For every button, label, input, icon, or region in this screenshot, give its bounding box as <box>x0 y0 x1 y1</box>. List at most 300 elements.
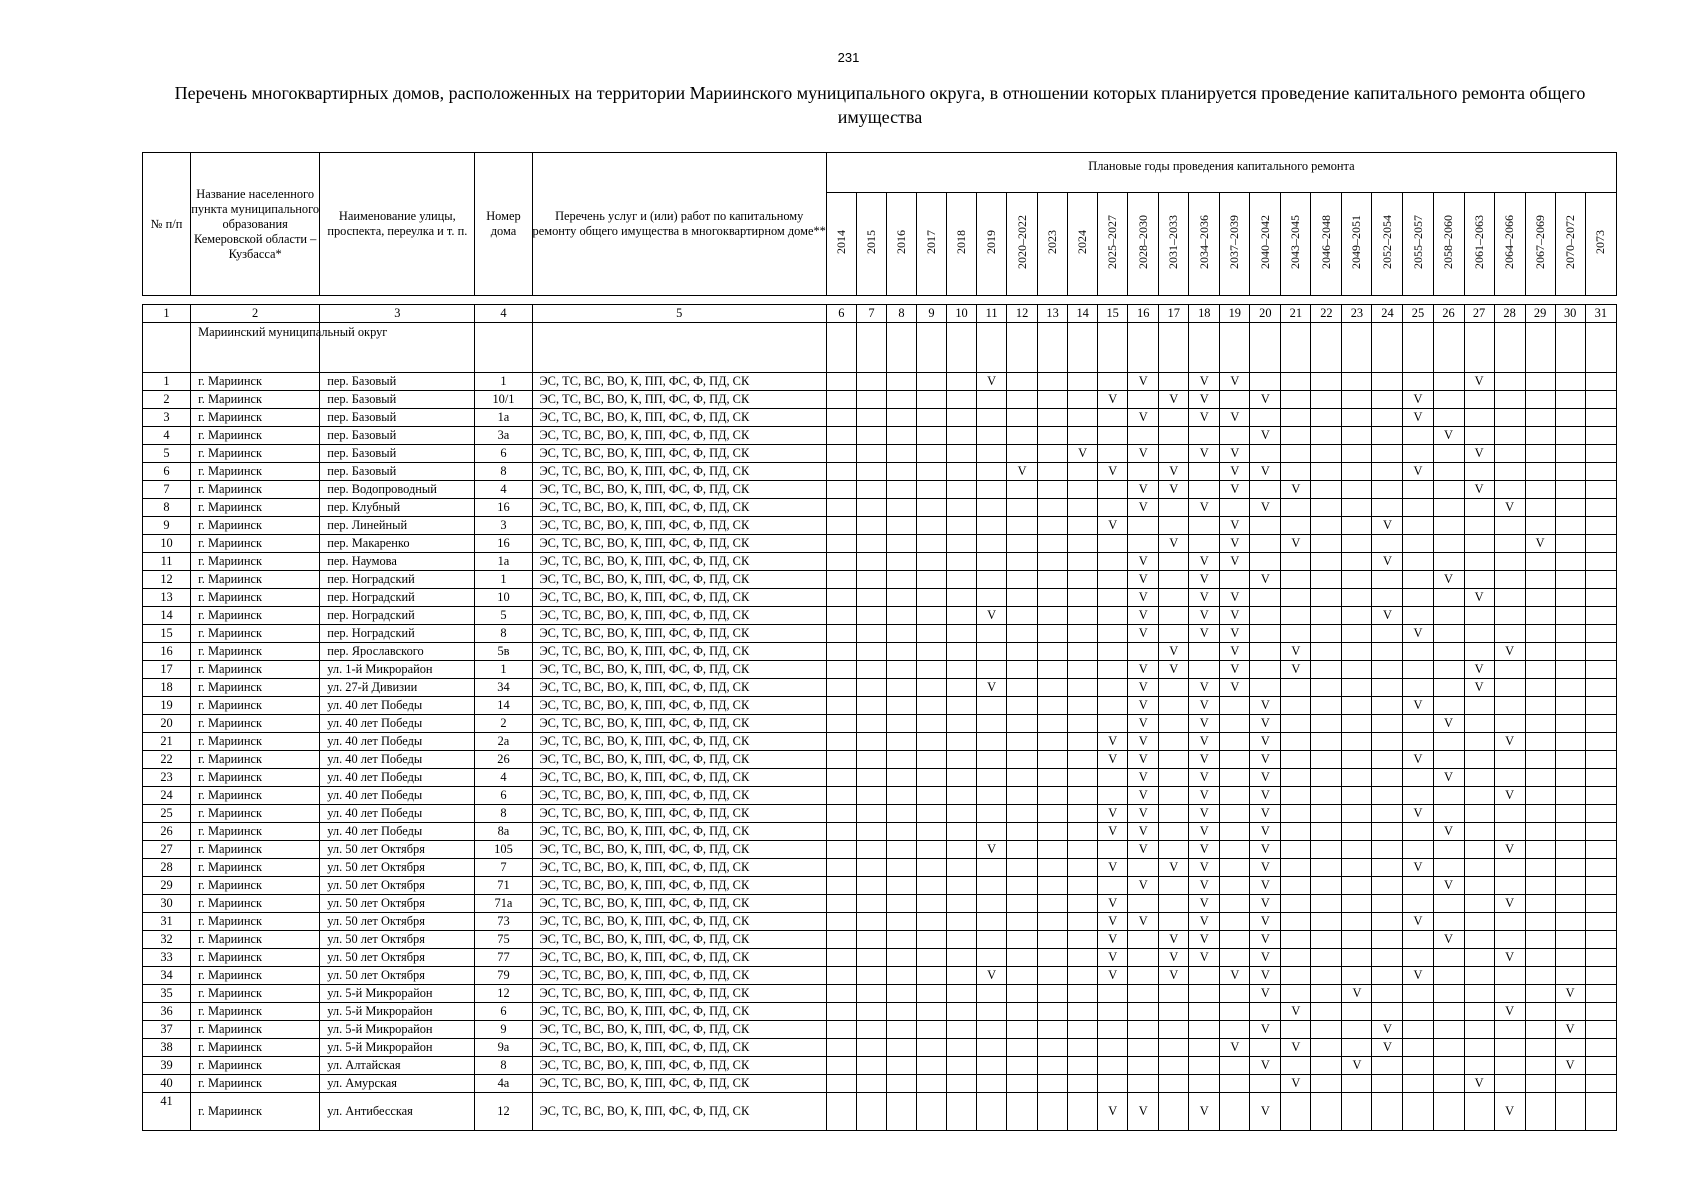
house-number-cell: 12 <box>475 1093 532 1131</box>
year-cell <box>1068 373 1098 391</box>
year-cell <box>1068 877 1098 895</box>
year-cell <box>1189 427 1220 445</box>
year-cell <box>1342 787 1372 805</box>
year-cell <box>1220 985 1250 1003</box>
street-cell: ул. 40 лет Победы <box>320 769 475 787</box>
year-cell <box>1159 499 1189 517</box>
table-row <box>143 463 1617 481</box>
year-cell <box>1555 859 1585 877</box>
year-cell <box>886 625 916 643</box>
year-cell <box>856 859 886 877</box>
house-number-cell: 14 <box>475 697 532 715</box>
year-mark: V <box>1189 805 1220 823</box>
year-cell <box>856 625 886 643</box>
row-number: 6 <box>143 463 191 481</box>
year-cell <box>1007 823 1038 841</box>
works-cell: ЭС, ТС, ВС, ВО, К, ПП, ФС, Ф, ПД, СК <box>532 967 826 985</box>
year-cell <box>1525 877 1555 895</box>
year-cell <box>1159 427 1189 445</box>
year-mark: V <box>1250 751 1281 769</box>
year-cell <box>1038 787 1068 805</box>
year-cell <box>886 715 916 733</box>
year-cell <box>1189 517 1220 535</box>
year-cell <box>1250 661 1281 679</box>
year-cell <box>1220 697 1250 715</box>
year-cell <box>1525 733 1555 751</box>
year-cell <box>1342 931 1372 949</box>
year-cell <box>1372 895 1403 913</box>
street-cell: ул. 5-й Микрорайон <box>320 985 475 1003</box>
year-cell <box>856 1003 886 1021</box>
year-cell <box>1555 571 1585 589</box>
year-cell <box>916 1075 946 1093</box>
year-cell <box>1372 751 1403 769</box>
year-label: 2017 <box>924 230 938 254</box>
year-cell <box>1220 1075 1250 1093</box>
year-mark: V <box>1189 913 1220 931</box>
year-cell <box>977 625 1007 643</box>
year-cell <box>1098 625 1128 643</box>
year-cell <box>1585 535 1616 553</box>
row-number: 9 <box>143 517 191 535</box>
year-cell <box>1189 463 1220 481</box>
year-cell <box>1525 391 1555 409</box>
house-number-cell: 8 <box>475 463 532 481</box>
year-mark: V <box>1250 463 1281 481</box>
year-cell <box>1525 787 1555 805</box>
year-cell <box>916 517 946 535</box>
year-cell <box>947 859 977 877</box>
year-cell <box>1189 481 1220 499</box>
row-number: 15 <box>143 625 191 643</box>
year-mark: V <box>1433 769 1464 787</box>
year-cell <box>977 751 1007 769</box>
year-cell <box>1555 805 1585 823</box>
year-cell <box>886 1093 916 1131</box>
year-cell <box>1585 1039 1616 1057</box>
year-mark: V <box>1159 391 1189 409</box>
year-cell <box>1342 481 1372 499</box>
year-cell <box>1585 499 1616 517</box>
year-cell <box>977 571 1007 589</box>
house-number-cell: 5в <box>475 643 532 661</box>
year-header-cell <box>1220 193 1250 296</box>
year-cell <box>856 517 886 535</box>
year-cell <box>1189 967 1220 985</box>
row-number: 21 <box>143 733 191 751</box>
year-cell <box>1555 895 1585 913</box>
row-number: 27 <box>143 841 191 859</box>
year-cell <box>1525 481 1555 499</box>
year-cell <box>826 535 856 553</box>
year-cell <box>1464 409 1494 427</box>
house-number-cell: 75 <box>475 931 532 949</box>
year-cell <box>1128 859 1159 877</box>
year-cell <box>1342 823 1372 841</box>
year-label: 2052–2054 <box>1379 215 1394 269</box>
year-cell <box>886 445 916 463</box>
table-row <box>143 409 1617 427</box>
year-cell <box>1159 1075 1189 1093</box>
works-cell: ЭС, ТС, ВС, ВО, К, ПП, ФС, Ф, ПД, СК <box>532 1057 826 1075</box>
year-cell <box>1220 571 1250 589</box>
year-cell <box>1250 679 1281 697</box>
year-cell <box>1007 787 1038 805</box>
year-cell <box>1464 985 1494 1003</box>
year-label: 2028–2030 <box>1135 215 1150 269</box>
year-cell <box>1464 1039 1494 1057</box>
column-number-cell: 9 <box>916 305 946 323</box>
locality-cell: г. Мариинск <box>191 1021 320 1039</box>
year-cell <box>947 481 977 499</box>
year-mark: V <box>1189 751 1220 769</box>
year-cell <box>1372 409 1403 427</box>
year-cell <box>1038 967 1068 985</box>
year-header-cell <box>1433 193 1464 296</box>
locality-cell: г. Мариинск <box>191 733 320 751</box>
column-number-cell: 15 <box>1098 305 1128 323</box>
year-cell <box>1372 733 1403 751</box>
house-number-cell: 2 <box>475 715 532 733</box>
year-mark: V <box>1128 661 1159 679</box>
year-cell <box>1464 1057 1494 1075</box>
year-cell <box>1585 1057 1616 1075</box>
year-cell <box>1068 931 1098 949</box>
year-mark: V <box>1128 751 1159 769</box>
row-number: 11 <box>143 553 191 571</box>
year-cell <box>1342 697 1372 715</box>
year-cell <box>1007 481 1038 499</box>
locality-cell: г. Мариинск <box>191 643 320 661</box>
column-number-cell: 4 <box>475 305 532 323</box>
year-cell <box>856 967 886 985</box>
year-cell <box>886 589 916 607</box>
year-cell <box>1525 445 1555 463</box>
year-cell <box>1159 409 1189 427</box>
year-cell <box>1372 823 1403 841</box>
year-mark: V <box>1464 445 1494 463</box>
year-cell <box>1403 553 1433 571</box>
house-number-cell: 16 <box>475 499 532 517</box>
year-cell <box>1464 895 1494 913</box>
year-cell <box>1342 589 1372 607</box>
year-cell <box>916 625 946 643</box>
year-cell <box>947 967 977 985</box>
year-mark: V <box>1098 823 1128 841</box>
column-number-cell: 25 <box>1403 305 1433 323</box>
works-cell: ЭС, ТС, ВС, ВО, К, ПП, ФС, Ф, ПД, СК <box>532 985 826 1003</box>
table-row <box>143 1003 1617 1021</box>
year-cell <box>1311 877 1342 895</box>
year-cell <box>886 661 916 679</box>
year-cell <box>1555 823 1585 841</box>
year-cell <box>856 535 886 553</box>
year-cell <box>1494 679 1525 697</box>
year-cell <box>1159 517 1189 535</box>
year-cell <box>826 715 856 733</box>
year-cell <box>1403 1093 1433 1131</box>
year-cell <box>1555 391 1585 409</box>
year-cell <box>886 841 916 859</box>
year-cell <box>1555 733 1585 751</box>
year-cell <box>826 625 856 643</box>
year-cell <box>916 697 946 715</box>
year-cell <box>977 409 1007 427</box>
row-number: 23 <box>143 769 191 787</box>
year-cell <box>1342 769 1372 787</box>
year-cell <box>1311 751 1342 769</box>
header-num: № п/п <box>143 153 191 296</box>
street-cell: ул. 5-й Микрорайон <box>320 1021 475 1039</box>
year-cell <box>977 733 1007 751</box>
year-cell <box>1098 409 1128 427</box>
year-cell <box>1372 913 1403 931</box>
year-cell <box>1189 1057 1220 1075</box>
year-cell <box>1342 805 1372 823</box>
year-cell <box>1068 841 1098 859</box>
year-cell <box>947 517 977 535</box>
empty-cell <box>1372 323 1403 373</box>
year-cell <box>1525 661 1555 679</box>
year-cell <box>886 1075 916 1093</box>
year-cell <box>826 1057 856 1075</box>
year-cell <box>826 751 856 769</box>
year-cell <box>1311 967 1342 985</box>
year-header-cell <box>1281 193 1311 296</box>
year-cell <box>1525 607 1555 625</box>
year-cell <box>1585 481 1616 499</box>
year-cell <box>1159 769 1189 787</box>
year-cell <box>826 373 856 391</box>
year-cell <box>1007 1075 1038 1093</box>
works-cell: ЭС, ТС, ВС, ВО, К, ПП, ФС, Ф, ПД, СК <box>532 1093 826 1131</box>
street-cell: пер. Базовый <box>320 427 475 445</box>
year-cell <box>1068 1039 1098 1057</box>
year-header-cell <box>886 193 916 296</box>
street-cell: ул. 40 лет Победы <box>320 715 475 733</box>
year-cell <box>1585 391 1616 409</box>
year-cell <box>1007 535 1038 553</box>
year-mark: V <box>1189 841 1220 859</box>
year-cell <box>1555 643 1585 661</box>
street-cell: пер. Клубный <box>320 499 475 517</box>
year-cell <box>1372 643 1403 661</box>
year-cell <box>1372 1003 1403 1021</box>
year-mark: V <box>1189 877 1220 895</box>
year-mark: V <box>1128 589 1159 607</box>
year-cell <box>916 391 946 409</box>
year-cell <box>977 535 1007 553</box>
year-cell <box>886 391 916 409</box>
year-cell <box>1281 805 1311 823</box>
house-number-cell: 77 <box>475 949 532 967</box>
year-cell <box>826 895 856 913</box>
works-cell: ЭС, ТС, ВС, ВО, К, ПП, ФС, Ф, ПД, СК <box>532 733 826 751</box>
works-cell: ЭС, ТС, ВС, ВО, К, ПП, ФС, Ф, ПД, СК <box>532 409 826 427</box>
year-cell <box>856 427 886 445</box>
year-mark: V <box>1189 445 1220 463</box>
year-cell <box>916 733 946 751</box>
year-mark: V <box>1098 391 1128 409</box>
year-mark: V <box>1464 589 1494 607</box>
year-label: 2023 <box>1045 230 1060 254</box>
year-cell <box>1098 697 1128 715</box>
year-mark: V <box>1159 967 1189 985</box>
works-cell: ЭС, ТС, ВС, ВО, К, ПП, ФС, Ф, ПД, СК <box>532 1021 826 1039</box>
year-mark: V <box>1220 625 1250 643</box>
year-cell <box>886 643 916 661</box>
year-cell <box>1007 769 1038 787</box>
street-cell: ул. 50 лет Октября <box>320 949 475 967</box>
locality-cell: г. Мариинск <box>191 1057 320 1075</box>
house-number-cell: 8 <box>475 1057 532 1075</box>
column-number-cell: 16 <box>1128 305 1159 323</box>
year-cell <box>1098 1003 1128 1021</box>
year-cell <box>1281 967 1311 985</box>
year-mark: V <box>1403 463 1433 481</box>
year-mark: V <box>1189 697 1220 715</box>
year-cell <box>826 697 856 715</box>
year-cell <box>1281 517 1311 535</box>
year-cell <box>1098 877 1128 895</box>
year-cell <box>1220 931 1250 949</box>
year-cell <box>856 823 886 841</box>
year-cell <box>886 949 916 967</box>
year-cell <box>977 481 1007 499</box>
year-cell <box>1403 535 1433 553</box>
year-mark: V <box>1372 517 1403 535</box>
year-cell <box>1525 913 1555 931</box>
year-cell <box>886 679 916 697</box>
year-cell <box>1555 1039 1585 1057</box>
year-cell <box>1007 679 1038 697</box>
year-cell <box>826 445 856 463</box>
year-cell <box>1038 553 1068 571</box>
column-number-cell: 31 <box>1585 305 1616 323</box>
locality-cell: г. Мариинск <box>191 1039 320 1057</box>
year-cell <box>1525 589 1555 607</box>
year-cell <box>916 805 946 823</box>
year-cell <box>826 787 856 805</box>
year-cell <box>1311 517 1342 535</box>
year-cell <box>1464 427 1494 445</box>
year-mark: V <box>1189 715 1220 733</box>
year-label: 2040–2042 <box>1257 215 1272 269</box>
year-cell <box>1433 463 1464 481</box>
year-cell <box>1372 967 1403 985</box>
year-mark: V <box>1159 949 1189 967</box>
year-cell <box>1403 661 1433 679</box>
year-mark: V <box>1098 1093 1128 1131</box>
house-number-cell: 105 <box>475 841 532 859</box>
year-cell <box>1311 661 1342 679</box>
locality-cell: г. Мариинск <box>191 697 320 715</box>
year-cell <box>1342 535 1372 553</box>
year-cell <box>856 769 886 787</box>
year-cell <box>1189 1075 1220 1093</box>
year-cell <box>1342 643 1372 661</box>
row-number: 12 <box>143 571 191 589</box>
locality-cell: г. Мариинск <box>191 1003 320 1021</box>
year-cell <box>886 1057 916 1075</box>
year-cell <box>826 409 856 427</box>
year-cell <box>1525 1039 1555 1057</box>
year-cell <box>1220 913 1250 931</box>
year-cell <box>1494 931 1525 949</box>
year-cell <box>1038 1093 1068 1131</box>
column-number-cell: 24 <box>1372 305 1403 323</box>
year-cell <box>1038 697 1068 715</box>
year-cell <box>886 607 916 625</box>
year-cell <box>886 517 916 535</box>
year-cell <box>947 661 977 679</box>
year-mark: V <box>977 373 1007 391</box>
year-cell <box>856 553 886 571</box>
table-row <box>143 391 1617 409</box>
year-cell <box>1007 1003 1038 1021</box>
street-cell: ул. 50 лет Октября <box>320 859 475 877</box>
year-cell <box>1433 1075 1464 1093</box>
year-mark: V <box>1281 535 1311 553</box>
year-cell <box>1038 715 1068 733</box>
year-cell <box>1494 391 1525 409</box>
house-number-cell: 5 <box>475 607 532 625</box>
year-header-cell <box>1068 193 1098 296</box>
row-number: 3 <box>143 409 191 427</box>
year-cell <box>1128 967 1159 985</box>
year-cell <box>886 985 916 1003</box>
year-cell <box>1007 949 1038 967</box>
year-cell <box>1098 535 1128 553</box>
year-cell <box>1311 1039 1342 1057</box>
year-cell <box>1250 643 1281 661</box>
year-cell <box>947 1003 977 1021</box>
year-cell <box>1038 571 1068 589</box>
year-cell <box>1555 661 1585 679</box>
year-mark: V <box>1128 625 1159 643</box>
year-cell <box>1585 661 1616 679</box>
year-cell <box>1494 625 1525 643</box>
year-cell <box>1007 625 1038 643</box>
year-cell <box>977 805 1007 823</box>
works-cell: ЭС, ТС, ВС, ВО, К, ПП, ФС, Ф, ПД, СК <box>532 535 826 553</box>
row-number: 10 <box>143 535 191 553</box>
year-cell <box>1281 895 1311 913</box>
year-cell <box>1159 1039 1189 1057</box>
column-number-cell: 11 <box>977 305 1007 323</box>
year-mark: V <box>1250 1057 1281 1075</box>
table-row <box>143 769 1617 787</box>
table-row <box>143 805 1617 823</box>
empty-cell <box>1038 323 1068 373</box>
street-cell: пер. Базовый <box>320 463 475 481</box>
year-cell <box>1038 661 1068 679</box>
header-works: Перечень услуг и (или) работ по капитальному ремонту общего имущества в многоквартирном доме** <box>532 153 826 296</box>
year-cell <box>826 877 856 895</box>
year-cell <box>947 715 977 733</box>
year-header-cell <box>916 193 946 296</box>
year-mark: V <box>1372 607 1403 625</box>
year-mark: V <box>1403 805 1433 823</box>
year-mark: V <box>1494 1093 1525 1131</box>
year-mark: V <box>1250 697 1281 715</box>
year-cell <box>1068 553 1098 571</box>
year-cell <box>916 607 946 625</box>
year-mark: V <box>1250 823 1281 841</box>
year-cell <box>947 805 977 823</box>
year-cell <box>886 931 916 949</box>
year-mark: V <box>1433 571 1464 589</box>
